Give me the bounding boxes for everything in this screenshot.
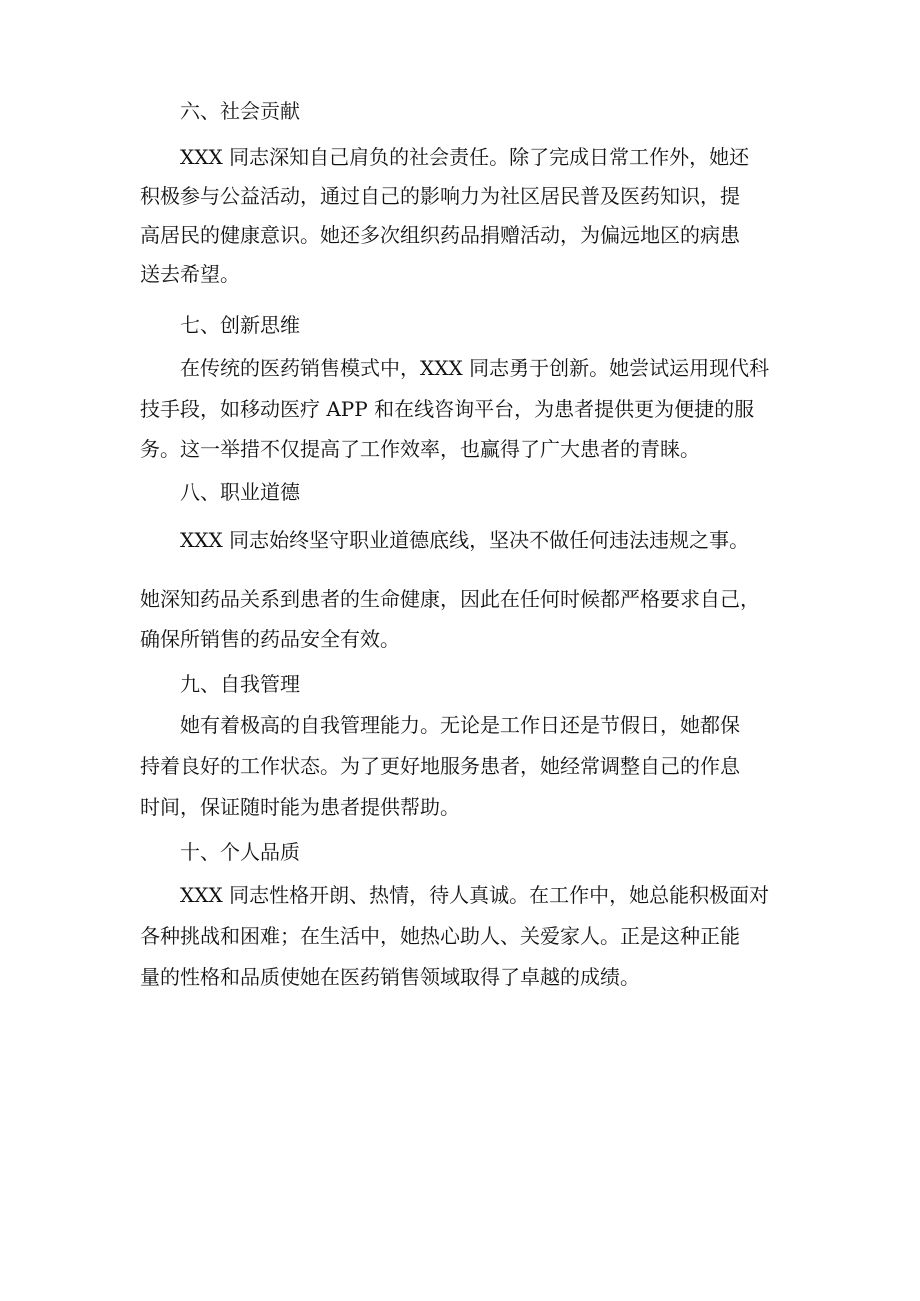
section-heading-8: 八、职业道德 [180, 480, 300, 504]
paragraph-line: 时间，保证随时能为患者提供帮助。 [140, 795, 460, 819]
paragraph-line: 务。这一举措不仅提高了工作效率，也赢得了广大患者的青睐。 [140, 437, 700, 461]
paragraph-line: 她有着极高的自我管理能力。无论是工作日还是节假日，她都保 [180, 713, 740, 737]
section-heading-9: 九、自我管理 [180, 672, 300, 696]
paragraph-line: 在传统的医药销售模式中，XXX 同志勇于创新。她尝试运用现代科 [180, 356, 770, 380]
paragraph-line: XXX 同志深知自己肩负的社会责任。除了完成日常工作外，她还 [180, 145, 750, 169]
paragraph-line: 量的性格和品质使她在医药销售领域取得了卓越的成绩。 [140, 965, 640, 989]
paragraph-line: 她深知药品关系到患者的生命健康，因此在任何时候都严格要求自己， [140, 587, 760, 611]
paragraph-line: 持着良好的工作状态。为了更好地服务患者，她经常调整自己的作息 [140, 754, 740, 778]
paragraph-line: 确保所销售的药品安全有效。 [140, 627, 400, 651]
section-heading-7: 七、创新思维 [180, 313, 300, 337]
section-heading-6: 六、社会贡献 [180, 99, 300, 123]
paragraph-line: 高居民的健康意识。她还多次组织药品捐赠活动，为偏远地区的病患 [140, 223, 740, 247]
paragraph-line: 各种挑战和困难；在生活中，她热心助人、关爱家人。正是这种正能 [140, 924, 740, 948]
paragraph-line: 积极参与公益活动，通过自己的影响力为社区居民普及医药知识，提 [140, 184, 740, 208]
paragraph-line: 技手段，如移动医疗 APP 和在线咨询平台，为患者提供更为便捷的服 [140, 397, 755, 421]
paragraph-line: XXX 同志性格开朗、热情，待人真诚。在工作中，她总能积极面对 [180, 883, 770, 907]
section-heading-10: 十、个人品质 [180, 840, 300, 864]
paragraph-line: 送去希望。 [140, 262, 240, 286]
paragraph-line: XXX 同志始终坚守职业道德底线，坚决不做任何违法违规之事。 [180, 528, 750, 552]
